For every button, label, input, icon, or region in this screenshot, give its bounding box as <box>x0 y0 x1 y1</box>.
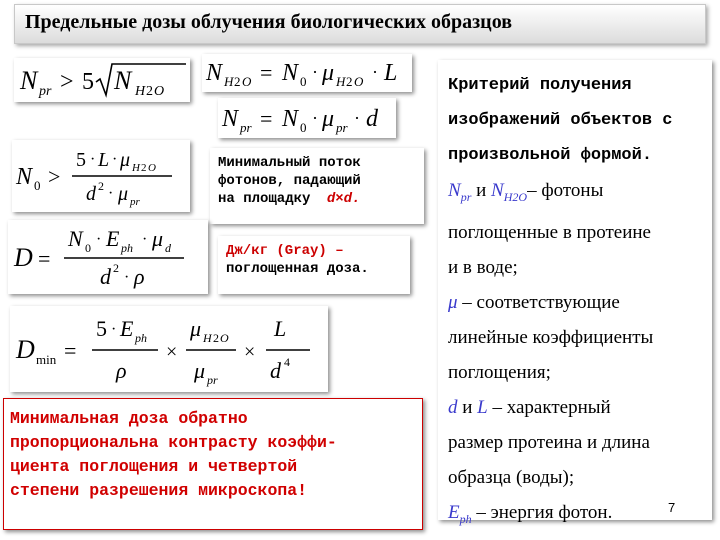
svg-text:·: · <box>112 151 118 168</box>
svg-text:N: N <box>206 60 223 86</box>
svg-text:d: d <box>366 106 378 132</box>
panel-heading-line1: Критерий получения <box>448 76 632 95</box>
svg-text:pr: pr <box>336 120 348 135</box>
formula-npr <box>218 98 396 138</box>
svg-text:N: N <box>114 66 132 95</box>
svg-text:O: O <box>242 74 252 89</box>
svg-text:ph: ph <box>121 241 133 255</box>
var-eph: E <box>448 501 460 523</box>
svg-text:·: · <box>111 321 117 338</box>
conclusion-line2: пропорциональна контрасту коэффи- <box>10 433 337 452</box>
svg-text:2: 2 <box>113 261 119 275</box>
conclusion-note <box>3 398 423 530</box>
svg-text:L: L <box>98 149 110 171</box>
svg-text:pr: pr <box>240 120 252 135</box>
svg-text:·: · <box>312 62 318 82</box>
panel-line-absorbed: поглощенные в протеине <box>448 221 651 243</box>
svg-text:=: = <box>64 338 77 363</box>
panel-and-1: и <box>471 180 492 201</box>
svg-text:μ: μ <box>194 358 206 383</box>
svg-text:N: N <box>282 60 299 86</box>
title-bar <box>14 4 706 44</box>
svg-text:·: · <box>354 108 360 128</box>
panel-heading-line2: изображений объектов с <box>448 111 673 130</box>
svg-text:5: 5 <box>82 69 94 95</box>
var-l: L <box>477 396 488 418</box>
panel-and-2: и <box>457 396 478 418</box>
formula-dmin <box>10 306 328 392</box>
panel-line-absorption: поглощения; <box>448 361 551 383</box>
var-npr: N <box>448 180 461 201</box>
formula-n0 <box>12 140 190 212</box>
svg-text:O: O <box>148 162 156 174</box>
svg-text:d: d <box>86 183 96 205</box>
svg-text:N: N <box>222 106 239 132</box>
var-eph-sub: ph <box>459 511 472 526</box>
svg-text:min: min <box>36 352 57 367</box>
formula-nh2o <box>202 54 412 92</box>
svg-text:pr: pr <box>130 196 140 208</box>
svg-text:·: · <box>108 185 114 202</box>
svg-text:·: · <box>142 231 148 248</box>
svg-text:>: > <box>60 69 74 95</box>
panel-line-photons <box>448 173 712 215</box>
panel-eph-text: – энергия фотон. <box>471 501 613 523</box>
panel-line-sample: образца (воды); <box>448 466 575 488</box>
svg-text:2: 2 <box>234 74 241 89</box>
svg-text:d: d <box>270 358 281 383</box>
note-absorbed-dose <box>218 236 410 294</box>
svg-text:O: O <box>220 331 229 345</box>
panel-line-dl <box>448 390 712 425</box>
var-d: d <box>448 396 458 418</box>
svg-text:D: D <box>14 243 33 272</box>
svg-text:=: = <box>260 60 273 85</box>
svg-text:2: 2 <box>98 179 104 193</box>
svg-text:μ: μ <box>152 226 164 251</box>
svg-text:d: d <box>100 264 111 289</box>
svg-text:>: > <box>48 164 61 189</box>
svg-text:μ: μ <box>120 149 131 171</box>
note-dose-line2: поглощенная доза. <box>226 261 369 277</box>
note-flux-line1: Минимальный поток <box>218 155 361 171</box>
panel-line-water: и в воде; <box>448 256 518 278</box>
note-dose-line1: Дж/кг (Gray) – <box>226 243 344 259</box>
conclusion-line3: циента поглощения и четвертой <box>10 457 298 476</box>
formula-npr-sqrt <box>14 58 190 102</box>
panel-line-size: размер протеина и длина <box>448 431 650 453</box>
svg-text:·: · <box>372 62 378 82</box>
svg-text:E: E <box>106 226 120 251</box>
svg-text:·: · <box>124 269 130 286</box>
svg-text:H: H <box>336 74 346 89</box>
panel-photons-text: – фотоны <box>527 180 604 201</box>
svg-text:μ: μ <box>190 316 202 341</box>
svg-text:ρ: ρ <box>116 358 127 383</box>
svg-text:L: L <box>384 60 398 86</box>
svg-text:·: · <box>90 151 96 168</box>
panel-heading-line3: произвольной формой. <box>448 146 653 165</box>
svg-text:0: 0 <box>300 74 307 89</box>
svg-text:×: × <box>166 341 178 363</box>
svg-text:=: = <box>260 106 273 131</box>
formula-dose <box>8 220 208 294</box>
svg-text:H: H <box>203 331 212 345</box>
svg-text:2: 2 <box>141 162 147 174</box>
svg-text:ph: ph <box>135 331 147 345</box>
var-nh2o-sub: H2O <box>503 189 528 204</box>
svg-text:0: 0 <box>300 120 307 135</box>
svg-text:2: 2 <box>146 84 153 99</box>
svg-text:H: H <box>135 84 146 99</box>
svg-text:μ: μ <box>322 60 335 86</box>
conclusion-line1: Минимальная доза обратно <box>10 409 248 428</box>
svg-text:=: = <box>38 246 51 271</box>
var-nh2o: N <box>491 180 504 201</box>
svg-text:μ: μ <box>118 183 129 205</box>
svg-text:ρ: ρ <box>134 264 145 289</box>
svg-text:O: O <box>154 84 165 99</box>
svg-text:d: d <box>165 241 171 255</box>
svg-text:H: H <box>132 162 140 174</box>
svg-text:5: 5 <box>96 316 107 341</box>
note-flux-line3-b: d×d. <box>326 191 361 207</box>
svg-text:0: 0 <box>34 178 41 193</box>
slide-title: Предельные дозы облучения биологических образцов <box>25 11 513 33</box>
svg-text:D: D <box>16 335 35 364</box>
svg-text:0: 0 <box>85 241 91 255</box>
svg-text:pr: pr <box>207 373 218 387</box>
var-npr-sub: pr <box>460 189 472 204</box>
svg-text:pr: pr <box>39 84 52 99</box>
svg-text:2: 2 <box>346 74 353 89</box>
conclusion-line4: степени разрешения микроскопа! <box>10 481 308 500</box>
note-flux-line3 <box>218 190 416 208</box>
svg-text:N: N <box>68 226 83 251</box>
svg-text:N: N <box>282 106 299 132</box>
svg-text:4: 4 <box>284 355 290 369</box>
svg-text:N: N <box>16 164 33 190</box>
panel-line-linear: линейные коэффициенты <box>448 326 654 348</box>
svg-text:×: × <box>244 341 256 363</box>
svg-text:N: N <box>20 66 38 95</box>
svg-text:2: 2 <box>213 331 219 345</box>
svg-text:·: · <box>312 108 318 128</box>
panel-line-mu <box>448 285 712 320</box>
svg-text:L: L <box>274 316 287 341</box>
panel-mu-text: – соответствующие <box>457 291 620 313</box>
svg-text:μ: μ <box>322 106 335 132</box>
page-number: 7 <box>668 500 676 515</box>
var-mu: μ <box>448 291 458 313</box>
panel-dl-text: – характерный <box>487 396 611 418</box>
svg-text:E: E <box>120 316 134 341</box>
svg-text:H: H <box>224 74 234 89</box>
explanation-panel <box>438 60 712 526</box>
svg-text:O: O <box>354 74 364 89</box>
note-minimal-flux <box>210 148 424 224</box>
svg-text:·: · <box>96 231 102 248</box>
note-flux-line2: фотонов, падающий <box>218 173 361 189</box>
svg-text:5: 5 <box>76 149 86 171</box>
note-flux-line3-a: на площадку <box>218 191 311 207</box>
